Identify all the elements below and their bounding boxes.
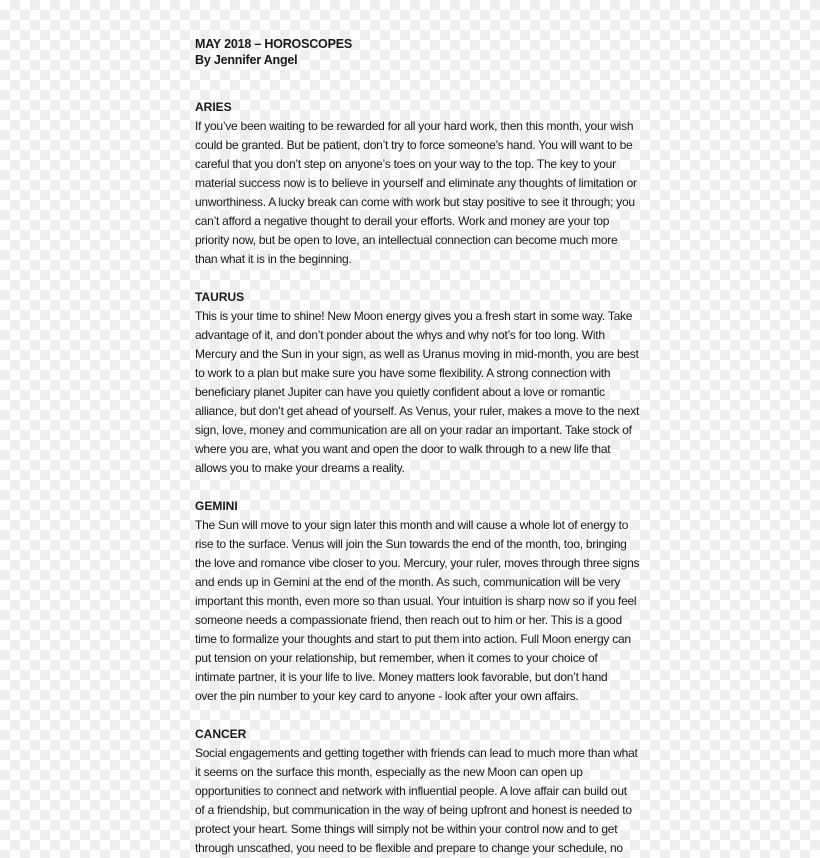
- section-heading: ARIES: [195, 100, 232, 114]
- section-body: [195, 307, 640, 478]
- text-line: rise to the surface. Venus will join the Sun towards the end of the month, too, bringing: [195, 537, 627, 551]
- text-line: allows you to make your dreams a reality.: [195, 461, 405, 475]
- text-line: beneficiary planet Jupiter can have you quietly confident about a love or romantic: [195, 385, 605, 399]
- text-line: the love and romance vibe closer to you. Mercury, your ruler, moves through three signs: [195, 556, 640, 570]
- text-line: unworthiness. A lucky break can come with work but stay positive to see it through; you: [195, 195, 635, 209]
- text-line: priority now, but be open to love, an intellectual connection can become much more: [195, 233, 618, 247]
- text-line: Social engagements and getting together with friends can lead to much more than what: [195, 746, 638, 760]
- horoscope-sections: [195, 98, 640, 858]
- text-line: If you’ve been waiting to be rewarded for all your hard work, then this month, your wish: [195, 119, 634, 133]
- section-body: [195, 117, 635, 269]
- text-line: someone needs a compassionate friend, then reach out to him or her. This is a good: [195, 613, 622, 627]
- text-line: intimate partner, it is your life to live. Money matters look favorable, but don’t hand: [195, 670, 608, 684]
- text-line: advantage of it, and don’t ponder about the whys and why not’s for too long. With: [195, 328, 605, 342]
- document-byline: By Jennifer Angel: [195, 53, 298, 67]
- text-line: material success now is to believe in yourself and eliminate any thoughts of limitation or: [195, 176, 637, 190]
- section-body: [195, 744, 638, 858]
- text-line: This is your time to shine! New Moon energy gives you a fresh start in some way. Take: [195, 309, 633, 323]
- text-line: to work to a plan but make sure you have some flexibility. A strong connection with: [195, 366, 611, 380]
- text-line: opportunities to connect and network with influential people. A love affair can build out: [195, 784, 627, 798]
- text-line: sign, love, money and communication are all on your radar an important. Take stock of: [195, 423, 632, 437]
- section-heading: TAURUS: [195, 290, 245, 304]
- text-line: The Sun will move to your sign later this month and will cause a whole lot of energy to: [195, 518, 629, 532]
- section-taurus: [195, 288, 640, 478]
- section-gemini: [195, 497, 640, 706]
- text-line: than what it is in the beginning.: [195, 252, 352, 266]
- section-aries: [195, 98, 635, 269]
- text-line: Mercury and the Sun in your sign, as well as Uranus moving in mid-month, you are best: [195, 347, 639, 361]
- text-line: it seems on the surface this month, especially as the new Moon can open up: [195, 765, 583, 779]
- section-heading: CANCER: [195, 727, 247, 741]
- text-line: can’t afford a negative thought to derail your efforts. Work and money are your top: [195, 214, 610, 228]
- section-heading: GEMINI: [195, 499, 238, 513]
- text-line: time to formalize your thoughts and start to put them into action. Full Moon energy can: [195, 632, 631, 646]
- text-line: careful that you don’t step on anyone’s toes on your way to the top. The key to your: [195, 157, 616, 171]
- text-line: alliance, but don’t get ahead of yourself. As Venus, your ruler, makes a move to the next: [195, 404, 640, 418]
- document-title: MAY 2018 – HOROSCOPES: [195, 37, 352, 51]
- text-line: through unscathed, you need to be flexible and prepare to change your schedule, no: [195, 841, 623, 855]
- section-body: [195, 516, 640, 706]
- text-line: put tension on your relationship, but remember, when it comes to your choice of: [195, 651, 598, 665]
- section-cancer: [195, 725, 638, 858]
- text-line: could be granted. But be patient, don’t try to force someone’s hand. You will want to be: [195, 138, 633, 152]
- text-line: important this month, even more so than usual. Your intuition is sharp now so if you feel: [195, 594, 637, 608]
- text-line: over the pin number to your key card to anyone - look after your own affairs.: [195, 689, 579, 703]
- text-line: where you are, what you want and open the door to walk through to a new life that: [195, 442, 611, 456]
- text-line: protect your heart. Some things will simply not be within your control now and to get: [195, 822, 618, 836]
- document-page: [195, 36, 640, 858]
- text-line: and ends up in Gemini at the end of the month. As such, communication will be very: [195, 575, 621, 589]
- text-line: of a friendship, but communication in the way of being upfront and honest is needed to: [195, 803, 632, 817]
